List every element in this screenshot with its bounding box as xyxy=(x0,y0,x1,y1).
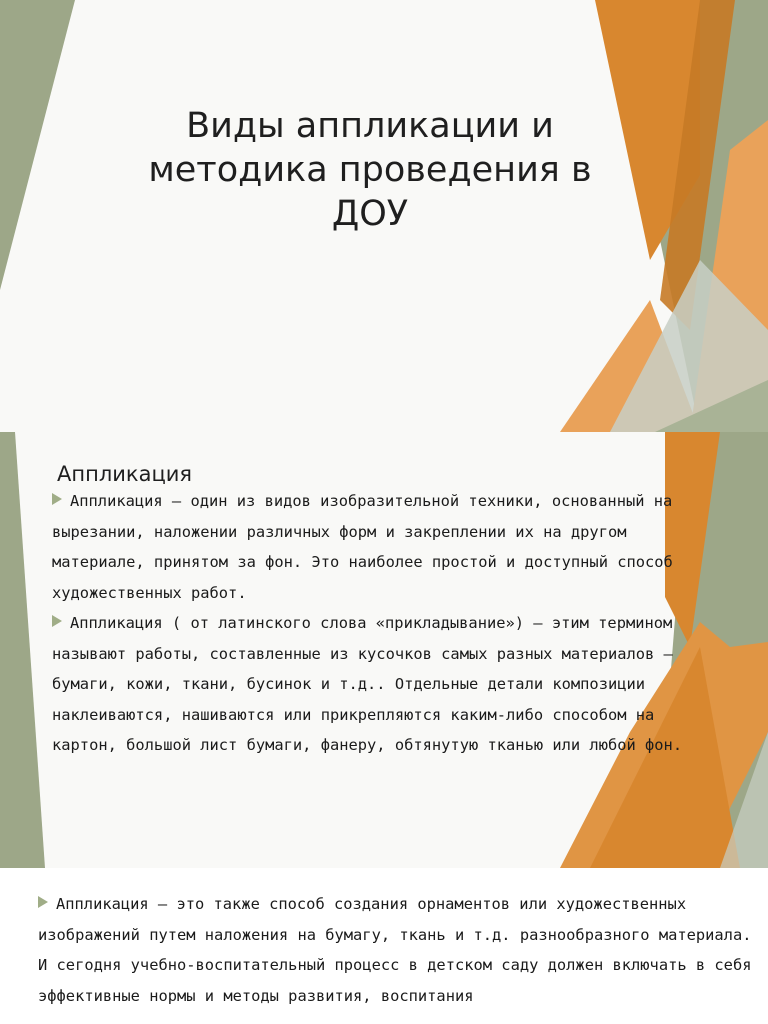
slide-title: Виды аппликации и методика проведения в ДОУ xyxy=(148,106,592,234)
slide-body xyxy=(38,889,756,1011)
content-slide xyxy=(0,432,768,868)
triangle-bullet-icon xyxy=(38,896,48,908)
bullet-paragraph xyxy=(52,486,724,608)
paragraph-text: Аппликация – это также способ создания орнаментов или художественных изображений путем наложения на бумагу, ткань и т.д. разнообразного материала. И сегодня учебно-воспитательный процесс в детском саду должен включать в себя эффективные нормы и методы развития, воспитания xyxy=(38,895,752,1005)
content-slide xyxy=(0,868,768,1024)
paragraph-text: Аппликация ( от латинского слова «прикладывание») – этим термином называют работы, составленные из кусочков самых разных материалов – бумаги, кожи, ткани, бусинок и т.д.. Отдельные детали композиции наклеиваются, нашиваются или прикрепляются каким-либо способом на картон, большой лист бумаги, фанеру, обтянутую тканью или любой фон. xyxy=(52,614,683,754)
triangle-bullet-icon xyxy=(52,615,62,627)
bullet-paragraph xyxy=(52,608,724,761)
slide-heading: Аппликация xyxy=(57,462,193,486)
bullet-paragraph xyxy=(38,889,756,1011)
paragraph-text: Аппликация – один из видов изобразительной техники, основанный на вырезании, наложении различных форм и закреплении их на другом материале, принятом за фон. Это наиболее простой и доступный способ художественных работ. xyxy=(52,492,673,602)
title-slide xyxy=(0,0,768,432)
triangle-bullet-icon xyxy=(52,493,62,505)
slide-body xyxy=(52,486,724,761)
